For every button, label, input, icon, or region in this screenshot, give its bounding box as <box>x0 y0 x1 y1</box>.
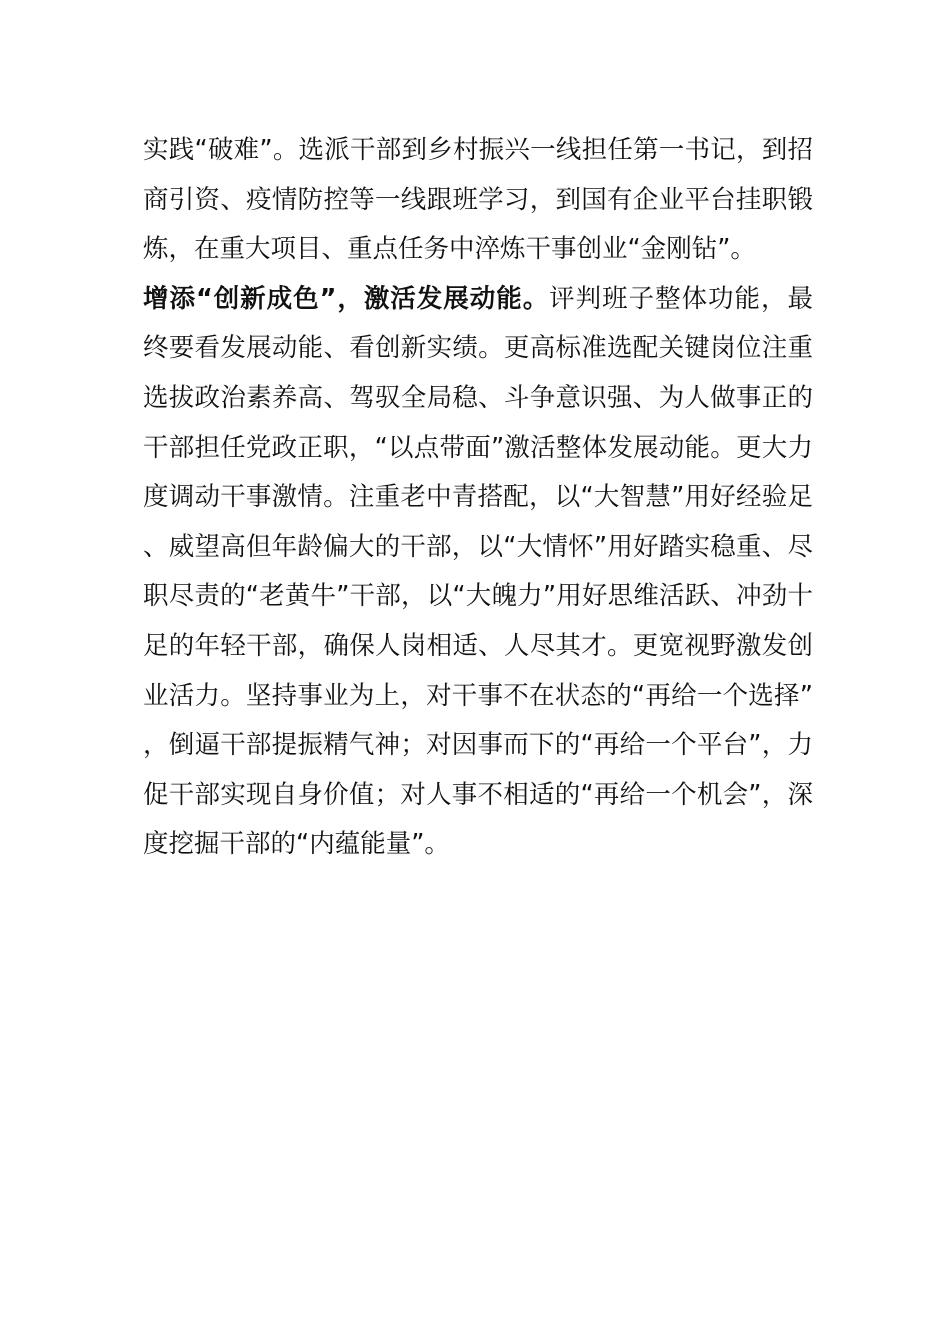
paragraph-text: 评判班子整体功能，最终要看发展动能、看创新实绩。更高标准选配关键岗位注重选拔政治素养高、驾驭全局稳、斗争意识强、为人做事正的干部担任党政正职，“以点带面”激活整体发展动能。更大力度调动干事激情。注重老中青搭配，以“大智慧”用好经验足、威望高但年龄偏大的干部，以“大情怀”用好踏实稳重、尽职尽责的“老黄牛”干部，以“大魄力”用好思维活跃、冲劲十足的年轻干部，确保人岗相适、人尽其才。更宽视野激发创业活力。坚持事业为上，对干事不在状态的“再给一个选择”，倒逼干部提振精气神；对因事而下的“再给一个平台”，力促干部实现自身价值；对人事不相适的“再给一个机会”，深度挖掘干部的“内蕴能量”。 <box>143 283 813 860</box>
paragraph-practice <box>143 126 813 275</box>
paragraph-text: 实践“破难”。选派干部到乡村振兴一线担任第一书记，到招商引资、疫情防控等一线跟班学习，到国有企业平台挂职锻炼，在重大项目、重点任务中淬炼干事创业“金刚钻”。 <box>143 135 813 265</box>
document-body <box>143 126 813 870</box>
paragraph-innovation <box>143 275 813 870</box>
paragraph-heading: 增添“创新成色”，激活发展动能。 <box>143 283 550 314</box>
